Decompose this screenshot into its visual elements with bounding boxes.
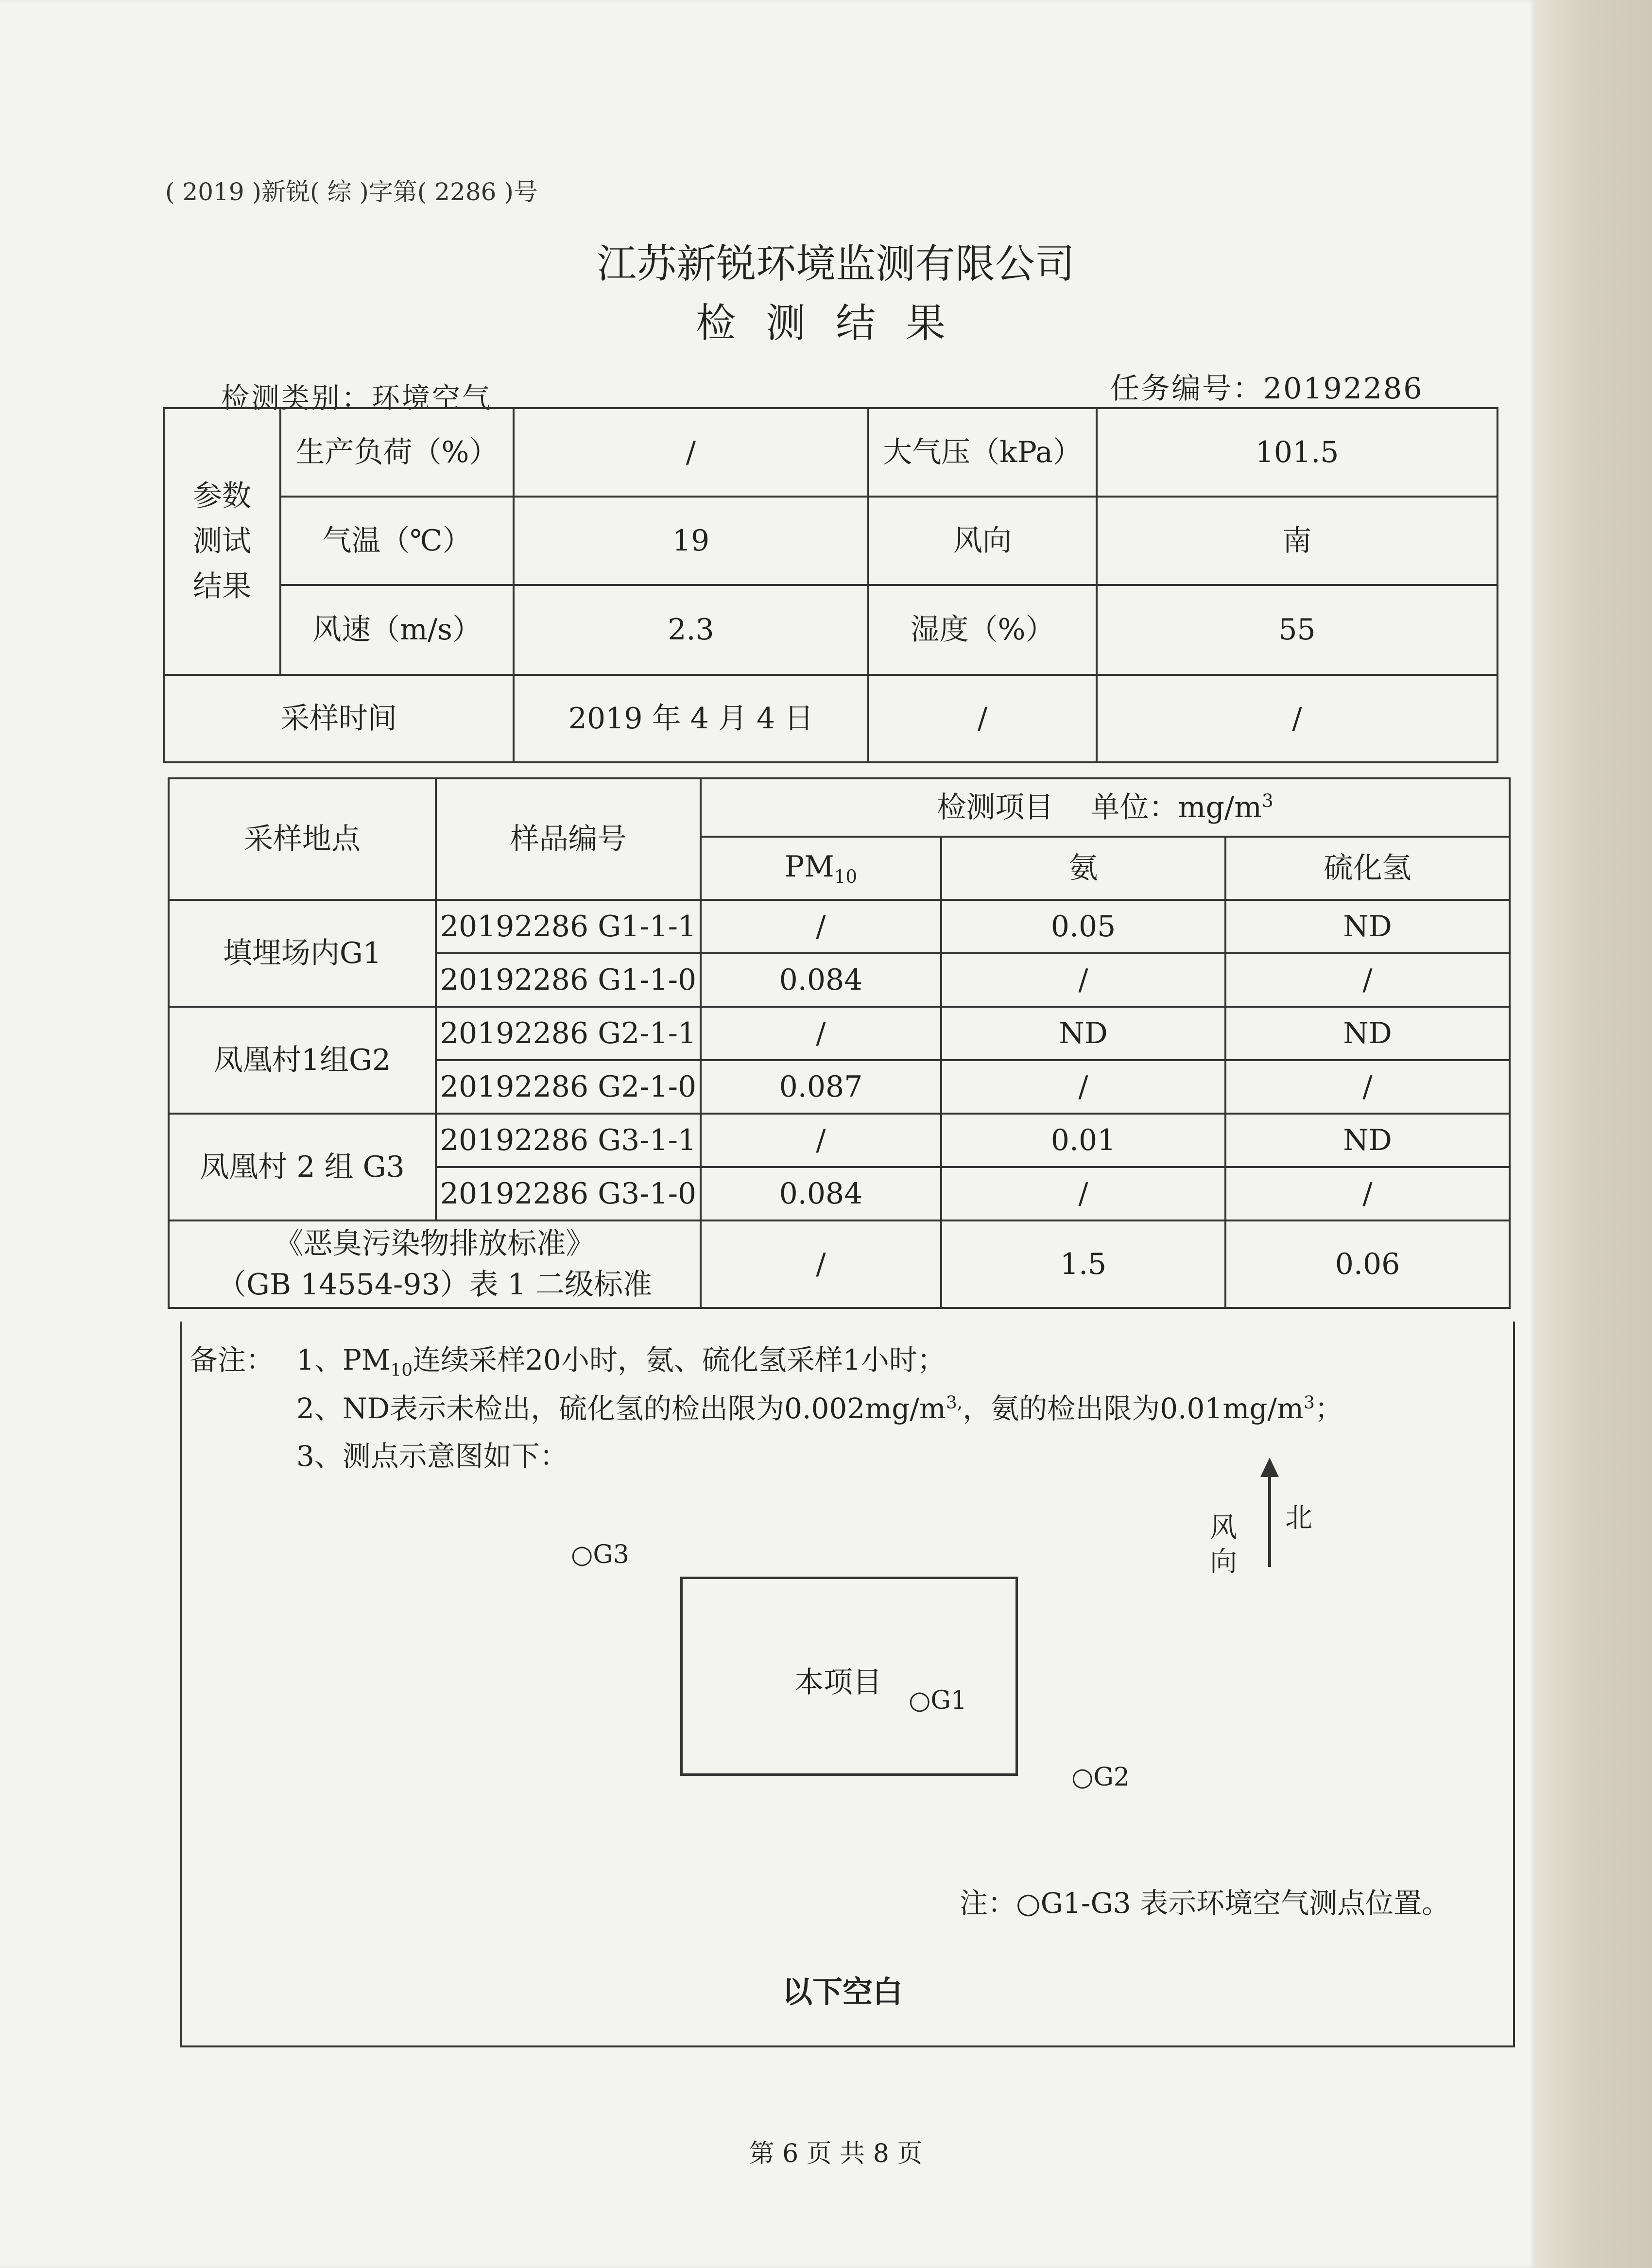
table-row xyxy=(169,1114,1510,1167)
param-label: 风速（m/s） xyxy=(280,585,514,675)
wind-direction-label: 风 xyxy=(1210,1512,1237,1544)
site-name: 填埋场内G1 xyxy=(169,900,436,1007)
ammonia-value: 0.01 xyxy=(941,1114,1225,1167)
table-row xyxy=(169,900,1510,953)
ammonia-value: / xyxy=(941,1060,1225,1114)
param-value: 南 xyxy=(1097,497,1497,585)
param-value: 55 xyxy=(1097,585,1497,675)
col-header-sample: 样品编号 xyxy=(436,778,701,900)
param-label: 气温（℃） xyxy=(280,497,514,585)
pm10-value: / xyxy=(701,1114,941,1167)
sample-id: 20192286 G2-1-1 xyxy=(436,1007,701,1060)
sample-id: 20192286 G1-1-1 xyxy=(436,900,701,953)
param-label: 生产负荷（%） xyxy=(280,408,514,497)
page-number: 第 6 页 共 8 页 xyxy=(749,2139,923,2168)
north-arrow-shaft xyxy=(1268,1467,1271,1567)
standard-pm10: / xyxy=(701,1220,941,1308)
site-g3-marker: ○G3 xyxy=(571,1540,629,1569)
test-category: 检测类别：环境空气 xyxy=(221,381,493,414)
ammonia-value: / xyxy=(941,953,1225,1007)
site-g2-marker: ○G2 xyxy=(1071,1763,1130,1792)
sample-id: 20192286 G3-1-1 xyxy=(436,1114,701,1167)
sample-id: 20192286 G3-1-0 xyxy=(436,1167,701,1220)
note-2: 2、ND表示未检出，硫化氢的检出限为$0.002mg/m^{3,}$，氨的检出限为$0.01mg/m^3$； xyxy=(296,1392,1343,1425)
table-row xyxy=(169,1007,1510,1060)
standard-row xyxy=(169,1220,1510,1308)
param-value: 19 xyxy=(514,497,868,585)
site-name: 凤凰村 2 组 G3 xyxy=(169,1114,436,1220)
document-number: ( 2019 )新锐( 综 )字第( 2286 )号 xyxy=(165,178,538,206)
h2s-value: / xyxy=(1225,953,1510,1007)
col-header-ammonia: 氨 xyxy=(941,837,1225,900)
ammonia-value: / xyxy=(941,1167,1225,1220)
blank-below-marker: 以下空白 xyxy=(782,1974,903,2010)
pm10-value: 0.084 xyxy=(701,1167,941,1220)
standard-ammonia: 1.5 xyxy=(941,1220,1225,1308)
col-header-pm10: $PM_{10}$ xyxy=(701,837,941,900)
sampling-extra: / xyxy=(1097,675,1497,762)
page-title: 检测结果 xyxy=(695,300,976,346)
pm10-value: 0.087 xyxy=(701,1060,941,1114)
north-label: 北 xyxy=(1285,1502,1312,1534)
param-value: 101.5 xyxy=(1097,408,1497,497)
standard-name: 《恶臭污染物排放标准》 （GB 14554-93）表 1 二级标准 xyxy=(169,1220,701,1308)
h2s-value: ND xyxy=(1225,1007,1510,1060)
param-label: 大气压（kPa） xyxy=(868,408,1097,497)
wind-direction-label: 向 xyxy=(1210,1546,1237,1578)
notes-label: 备注： xyxy=(189,1343,275,1376)
sample-id: 20192286 G2-1-0 xyxy=(436,1060,701,1114)
sample-id: 20192286 G1-1-0 xyxy=(436,953,701,1007)
col-header-items: 检测项目 单位：$mg/m^3$ xyxy=(701,778,1510,837)
param-group-label: 参数测试结果 xyxy=(164,408,280,675)
company-name: 江苏新锐环境监测有限公司 xyxy=(596,241,1075,287)
h2s-value: ND xyxy=(1225,1114,1510,1167)
ammonia-value: ND xyxy=(941,1007,1225,1060)
standard-h2s: 0.06 xyxy=(1225,1220,1510,1308)
param-label: 湿度（%） xyxy=(868,585,1097,675)
diagram-legend-note: 注：○G1-G3 表示环境空气测点位置。 xyxy=(960,1887,1450,1920)
site-name: 凤凰村1组G2 xyxy=(169,1007,436,1114)
sampling-extra: / xyxy=(868,675,1097,762)
h2s-value: ND xyxy=(1225,900,1510,953)
param-value: / xyxy=(514,408,868,497)
param-value: 2.3 xyxy=(514,585,868,675)
results-table xyxy=(168,777,1511,1309)
project-label: 本项目 xyxy=(794,1666,882,1700)
site-g1-marker: ○G1 xyxy=(909,1686,967,1715)
unit-label: 单位：mg/m xyxy=(1090,790,1262,825)
ammonia-value: 0.05 xyxy=(941,900,1225,953)
pm10-value: / xyxy=(701,900,941,953)
param-label: 风向 xyxy=(868,497,1097,585)
pm10-value: 0.084 xyxy=(701,953,941,1007)
h2s-value: / xyxy=(1225,1167,1510,1220)
task-number: 任务编号：20192286 xyxy=(1110,372,1424,406)
note-1: 1、$PM_{10}$连续采样20小时，氨、硫化氢采样1小时； xyxy=(296,1343,946,1380)
note-3: 3、测点示意图如下： xyxy=(296,1440,568,1473)
sampling-time-label: 采样时间 xyxy=(164,675,514,762)
h2s-value: / xyxy=(1225,1060,1510,1114)
pm10-value: / xyxy=(701,1007,941,1060)
sampling-time-value: 2019 年 4 月 4 日 xyxy=(514,675,868,762)
parameter-table xyxy=(163,407,1498,763)
col-header-h2s: 硫化氢 xyxy=(1225,837,1510,900)
col-header-location: 采样地点 xyxy=(169,778,436,900)
